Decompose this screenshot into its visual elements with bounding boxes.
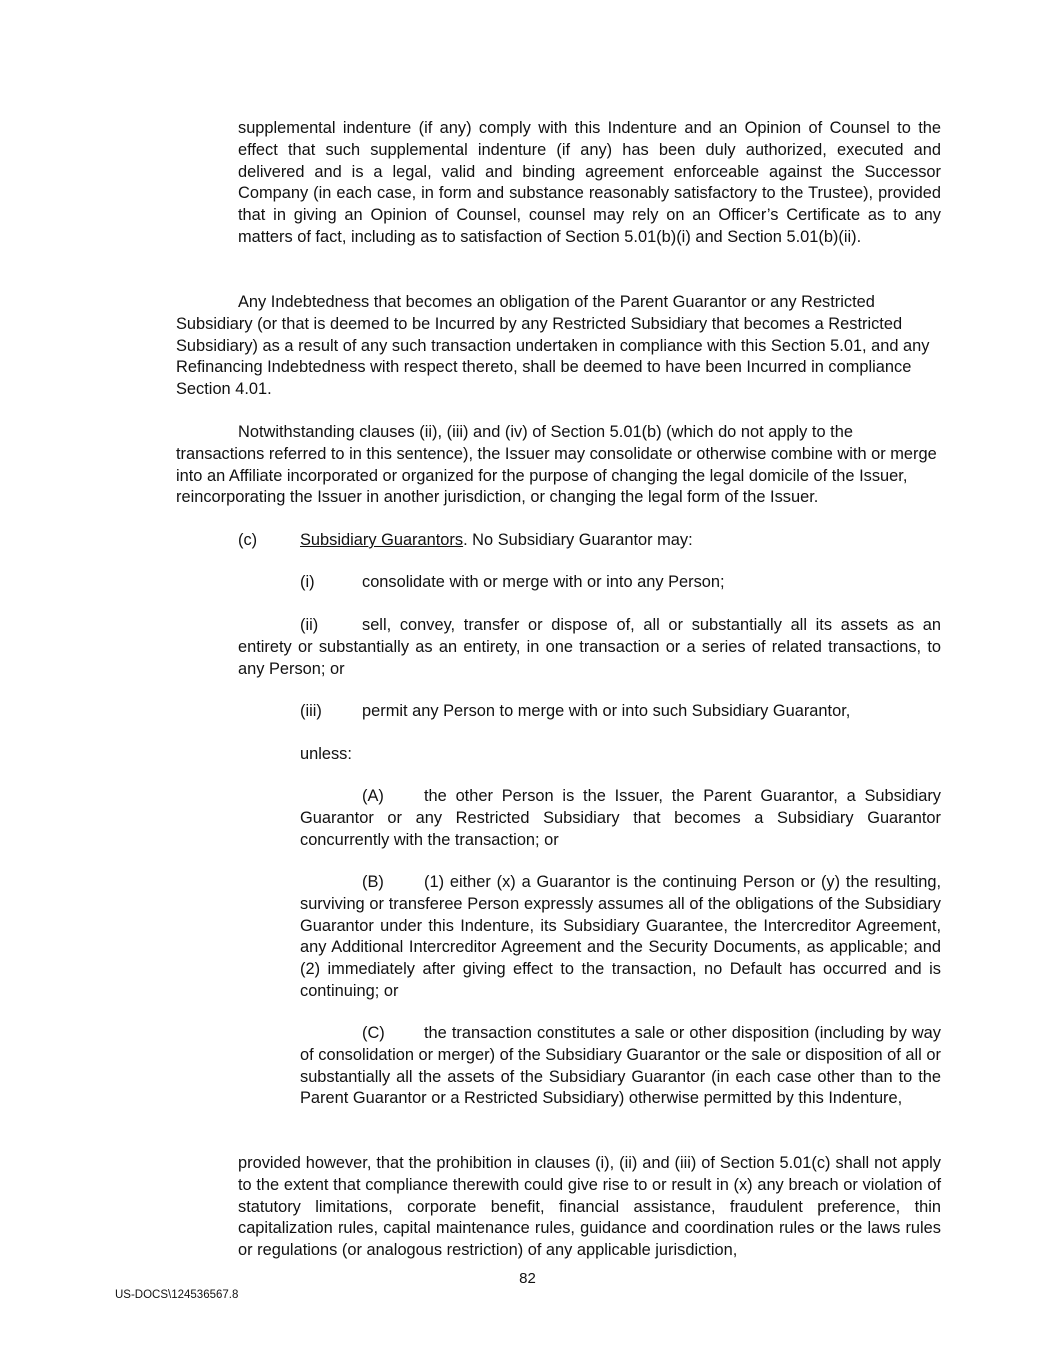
section-c-heading xyxy=(238,530,941,552)
clause-ii xyxy=(238,615,941,680)
paragraph-indebtedness: Any Indebtedness that becomes an obligation of the Parent Guarantor or any Restricted Subsidiary (or that is deemed to be Incurred by any Restricted Subsidiary that becomes a Restricted Subsidiary) as a result of any such transaction undertaken in compliance with this Section 5.01, and any Refinancing Indebtedness with respect thereto, shall be deemed to have been Incurred in compliance Section 4.01. xyxy=(176,293,930,399)
paragraph-notwithstanding: Notwithstanding clauses (ii), (iii) and (iv) of Section 5.01(b) (which do not apply to the transactions referred to in this sentence), the Issuer may consolidate or otherwise combine with or merge into an Affiliate incorporated or organized for the purpose of changing the legal domicile of the Issuer, reincorporating the Issuer in another jurisdiction, or changing the legal form of the Issuer. xyxy=(176,423,937,507)
clause-i-label: (i) xyxy=(300,573,315,591)
clause-B-text: (1) either (x) a Guarantor is the continuing Person or (y) the resulting, surviving or transferee Person expressly assumes all of the obligations of the Subsidiary Guarantor under this Indenture, its Subsidiary Guarantee, the Intercreditor Agreement, any Additional Intercreditor Agreement and the Security Documents, as applicable; and (2) immediately after giving effect to the transaction, no Default has occurred and is continuing; or xyxy=(300,873,941,1000)
clause-ii-text: sell, convey, transfer or dispose of, all or substantially all its assets as an entirety or substantially as an entirety, in one transaction or a series of related transactions, to any Person; or xyxy=(238,616,941,678)
proviso-paragraph: provided however, that the prohibition in clauses (i), (ii) and (iii) of Section 5.01(c) shall not apply to the extent that compliance therewith could give rise to or result in (x) any breach or violation of statutory limitations, corporate benefit, financial assistance, fraudulent preference, thin capitalization rules, capital maintenance rules, guidance and coordination rules or the laws rules or regulations (or analogous restriction) of any applicable jurisdiction, xyxy=(238,1154,941,1260)
clause-A xyxy=(300,786,941,851)
clause-C-text: the transaction constitutes a sale or other disposition (including by way of consolidation or merger) of the Subsidiary Guarantor or the sale or disposition of all or substantially all the assets of the Subsidiary Guarantor (in each case other than to the Parent Guarantor or a Restricted Subsidiary) otherwise permitted by this Indenture, xyxy=(300,1024,941,1108)
paragraph-supplemental-indenture: supplemental indenture (if any) comply with this Indenture and an Opinion of Counsel to the effect that such supplemental indenture (if any) has been duly authorized, executed and delivered and is a legal, valid and binding agreement enforceable against the Successor Company (in each case, in form and substance reasonably satisfactory to the Trustee), provided that in giving an Opinion of Counsel, counsel may rely on an Officer’s Certificate as to any matters of fact, including as to satisfaction of Section 5.01(b)(i) and Section 5.01(b)(ii). xyxy=(238,119,941,246)
clause-iii-text: permit any Person to merge with or into such Subsidiary Guarantor, xyxy=(362,702,851,720)
clause-iii-label: (iii) xyxy=(300,702,322,720)
page-number: 82 xyxy=(519,1270,536,1287)
clause-i-text: consolidate with or merge with or into any Person; xyxy=(362,573,725,591)
document-id: US-DOCS\124536567.8 xyxy=(115,1289,239,1301)
clause-C xyxy=(300,1023,941,1110)
section-c-text: . No Subsidiary Guarantor may: xyxy=(463,531,693,549)
section-c-title: Subsidiary Guarantors xyxy=(300,531,464,549)
unless-text: unless: xyxy=(300,745,352,763)
clause-iii xyxy=(300,701,941,723)
clause-B-label: (B) xyxy=(362,873,384,891)
clause-A-text: the other Person is the Issuer, the Parent Guarantor, a Subsidiary Guarantor or any Restricted Subsidiary that becomes a Subsidiary Guarantor concurrently with the transaction; or xyxy=(300,787,941,849)
clause-B xyxy=(300,872,941,1003)
clause-ii-label: (ii) xyxy=(300,616,319,634)
clause-A-label: (A) xyxy=(362,787,384,805)
section-c-label: (c) xyxy=(238,531,258,549)
clause-i xyxy=(300,572,941,594)
clause-C-label: (C) xyxy=(362,1024,385,1042)
